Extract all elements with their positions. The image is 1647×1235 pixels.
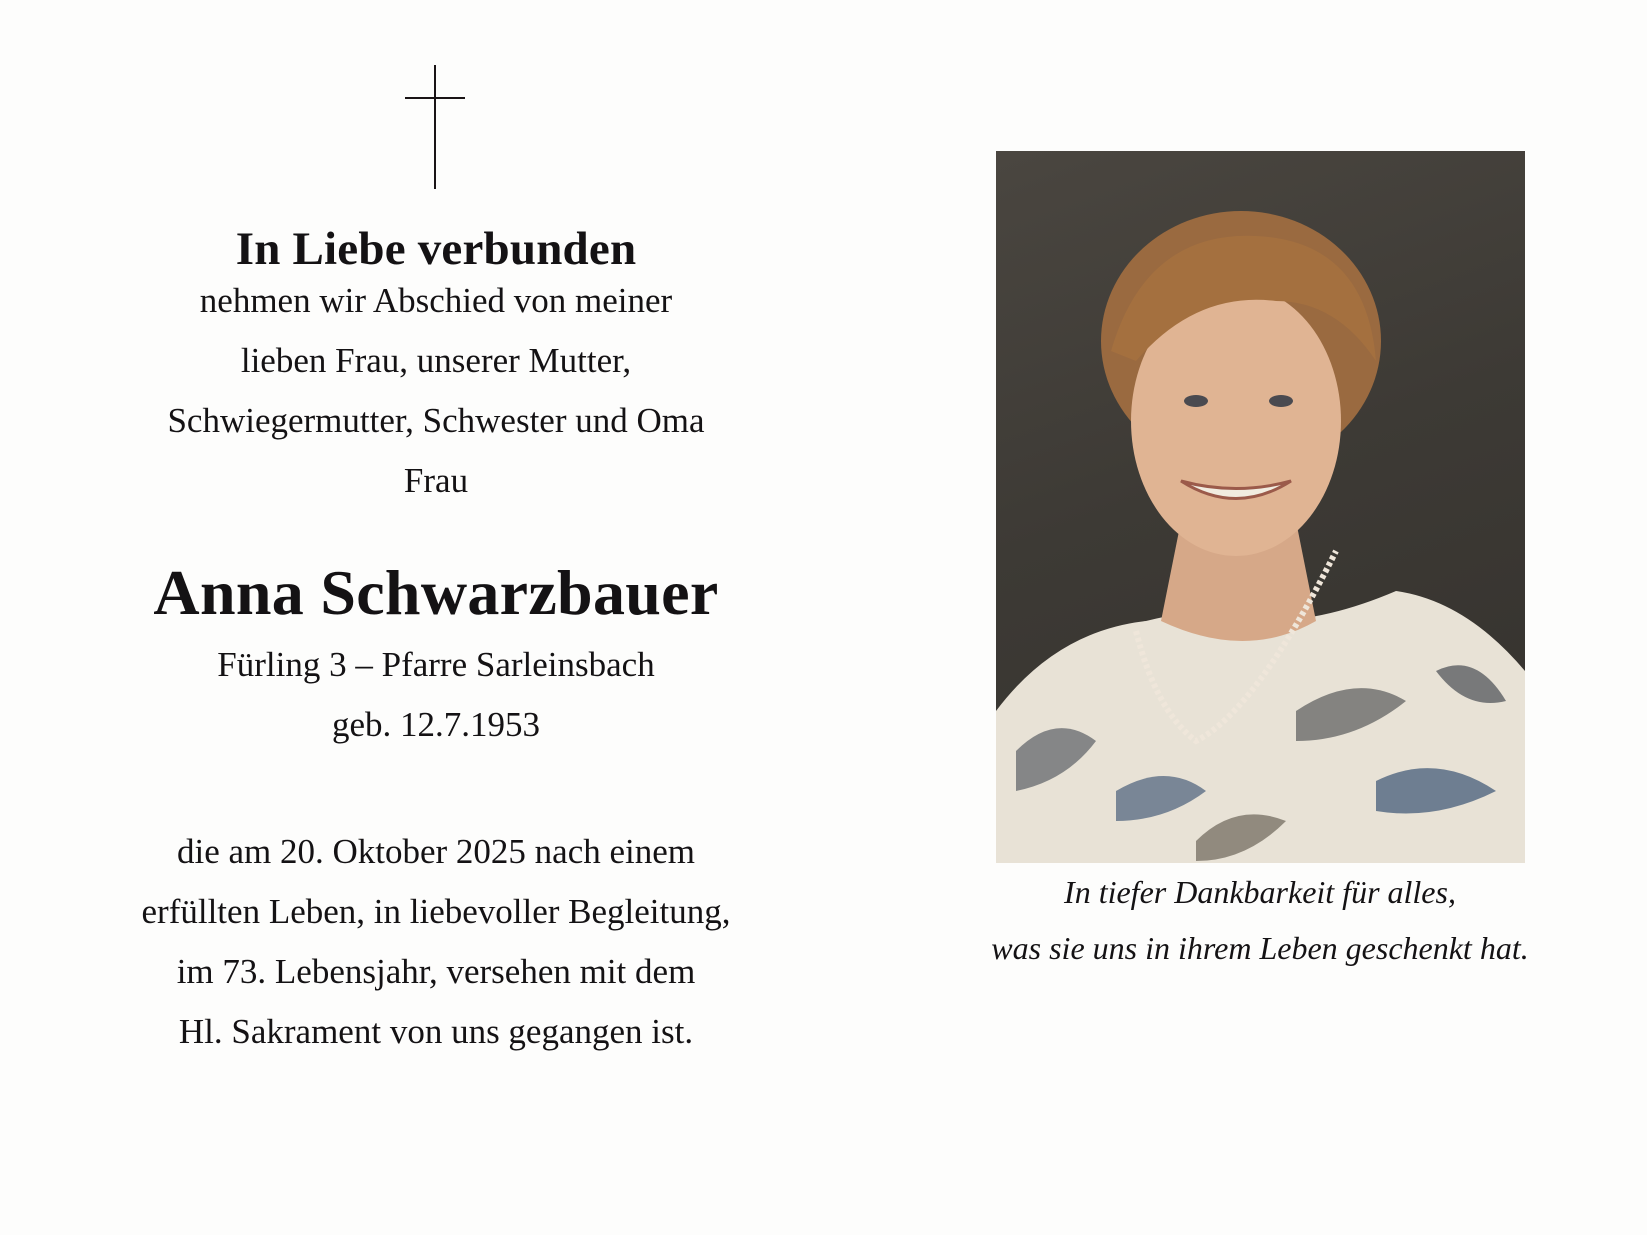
passing-line: im 73. Lebensjahr, versehen mit dem <box>176 952 696 991</box>
heading: In Liebe verbunden <box>235 223 637 275</box>
birth-date: geb. 12.7.1953 <box>331 705 541 744</box>
address: Fürling 3 – Pfarre Sarleinsbach <box>217 645 655 684</box>
intro-line: lieben Frau, unserer Mutter, <box>240 341 632 380</box>
intro-line: Schwiegermutter, Schwester und Oma <box>167 401 705 440</box>
passing-line: Hl. Sakrament von uns gegangen ist. <box>178 1012 694 1051</box>
portrait-illustration <box>996 151 1525 863</box>
portrait-photo <box>996 151 1525 863</box>
caption-line: In tiefer Dankbarkeit für alles, <box>1064 874 1456 910</box>
deceased-name: Anna Schwarzbauer <box>153 557 719 628</box>
caption-line: was sie uns in ihrem Leben geschenkt hat. <box>991 930 1529 966</box>
passing-line: erfüllten Leben, in liebevoller Begleitung, <box>141 892 731 931</box>
cross-vertical-bar <box>434 65 436 189</box>
cross-horizontal-bar <box>405 97 465 99</box>
cross-icon <box>405 65 465 189</box>
intro-line: nehmen wir Abschied von meiner <box>199 281 673 320</box>
passing-line: die am 20. Oktober 2025 nach einem <box>176 832 696 871</box>
intro-line: Frau <box>403 461 469 500</box>
